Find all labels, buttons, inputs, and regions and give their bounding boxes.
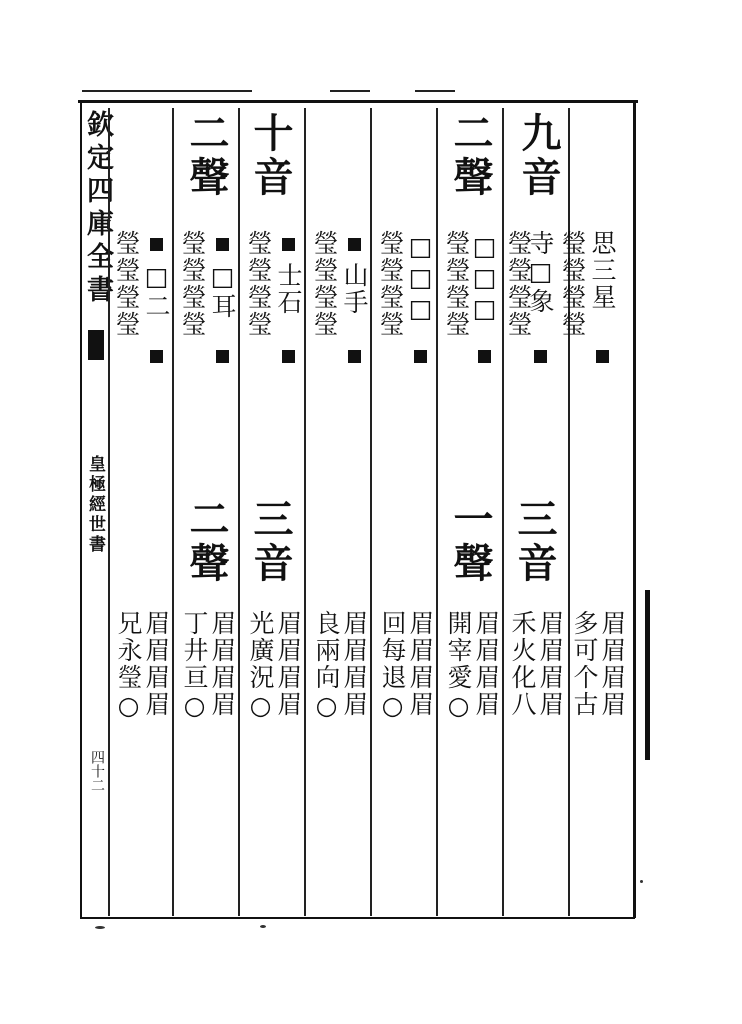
col6-lower-text: 光廣況○ [246,610,275,722]
col7-mark [216,350,229,363]
col3-mark [478,350,491,363]
column-divider-5 [370,108,372,916]
col5-mark [348,350,361,363]
col5-lower-text: 良兩向○ [312,610,341,722]
bottom-border [80,917,635,919]
scan-speck [95,926,105,929]
col6-lower-heading: 三音 [247,498,294,586]
top-dash-2 [330,90,370,92]
col4-mei: 眉眉眉眉 [406,610,435,718]
top-dash-3 [415,90,455,92]
col7-lower-text: 丁井亘○ [180,610,209,722]
col7-heading: 二聲 [183,112,230,200]
col7-mei: 眉眉眉眉 [208,610,237,718]
col3-ying: 瑩瑩瑩瑩 [442,230,471,338]
col3-mei: 眉眉眉眉 [472,610,501,718]
spine-title: 欽定四庫全書 [82,110,113,308]
col2-lower-heading: 三音 [511,498,558,586]
scan-speck [640,880,643,883]
col1-heading: 九音 [515,112,562,200]
col2-lower-text: 禾火化八 [508,610,537,718]
col6-mei: 眉眉眉眉 [274,610,303,718]
col6-top-text: 士石 [274,262,303,316]
col3-lower-text: 開宰愛○ [444,610,473,722]
col3-top-text: □□□ [470,232,499,325]
col3-heading: 二聲 [447,112,494,200]
col6-heading: 十音 [247,112,294,200]
col7-lower-heading: 二聲 [183,498,230,586]
col1-mei: 眉眉眉眉 [598,610,627,718]
column-divider-6 [436,108,438,916]
right-edge-mark [645,590,650,760]
col6-mark [282,350,295,363]
col1-top-text: 思三星 [588,230,617,311]
col5-mei: 眉眉眉眉 [340,610,369,718]
col4-top-text: □□□ [406,232,435,325]
col8-mark-top [150,238,163,251]
col6-ying: 瑩瑩瑩瑩 [244,230,273,338]
col8-mei: 眉眉眉眉 [142,610,171,718]
column-divider-4 [304,108,306,916]
scan-speck [260,925,266,928]
col5-ying: 瑩瑩瑩瑩 [310,230,339,338]
col4-lower-text: 回每退○ [378,610,407,722]
col1-lower-text: 多可个古 [570,610,599,718]
right-border [633,100,636,918]
col2-ying: 瑩瑩瑩瑩 [504,230,533,338]
spine-subtitle: 皇極經世書 [85,455,105,555]
col7-ying: 瑩瑩瑩瑩 [178,230,207,338]
col5-mark-top [348,238,361,251]
col3-lower-heading: 一聲 [447,498,494,586]
column-divider-1 [108,108,110,916]
col8-ying: 瑩瑩瑩瑩 [112,230,141,338]
top-border [78,100,638,103]
col5-top-text: 山手 [340,262,369,316]
folio-number: 四十二 [89,750,105,792]
column-divider-3 [238,108,240,916]
col4-mark [414,350,427,363]
col1-mark [596,350,609,363]
spine-block [88,330,104,360]
col2-top-text: 寺□象 [526,230,555,315]
col8-lower-text: 兄永瑩○ [114,610,143,722]
col7-top-text: □耳 [208,262,237,320]
col4-ying: 瑩瑩瑩瑩 [376,230,405,338]
col8-top-text: □二 [142,262,171,320]
column-divider-2 [172,108,174,916]
col6-mark-top [282,238,295,251]
col7-mark-top [216,238,229,251]
col2-mei: 眉眉眉眉 [536,610,565,718]
top-dash-1 [82,90,252,92]
col8-mark [150,350,163,363]
col2-mark [534,350,547,363]
col1-ying: 瑩瑩瑩瑩 [558,230,587,338]
